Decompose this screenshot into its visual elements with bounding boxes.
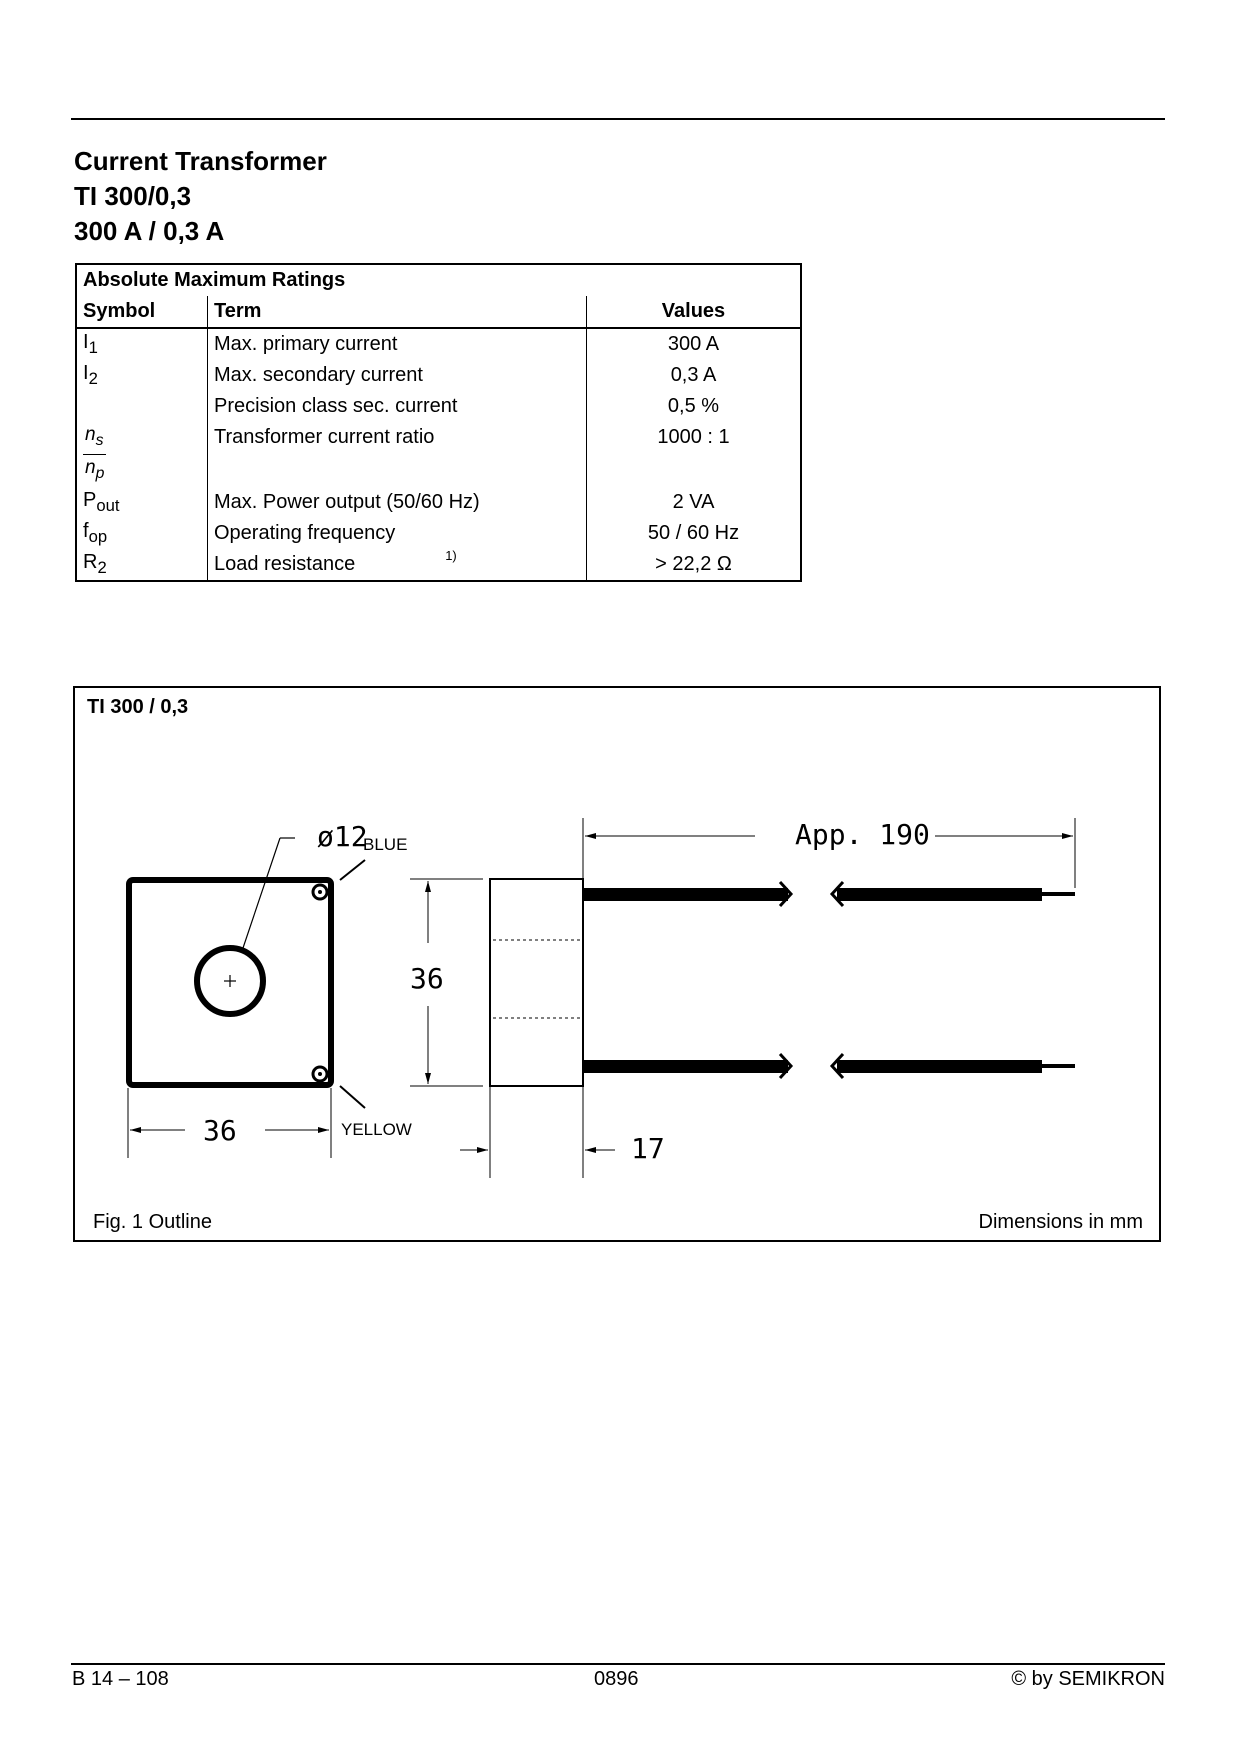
diameter-label: ø12 [317,820,368,853]
row-term: Load resistance $^{1)}$ [208,549,587,581]
row-symbol [76,391,208,422]
yellow-label: YELLOW [341,1120,412,1139]
row-term: Max. Power output (50/60 Hz) [208,487,587,518]
col-values: Values [587,296,802,328]
depth-label: 17 [631,1132,665,1165]
row-symbol: $I_1$ [76,328,208,360]
table-row [76,487,801,518]
col-symbol: Symbol [76,296,208,328]
figure-caption: Fig. 1 Outline [93,1211,212,1233]
top-rule [71,118,1165,120]
lead-lower-a [583,1060,788,1073]
table-row [76,518,801,549]
row-value: 1000 : 1 [657,426,730,448]
table-row [76,360,801,391]
title-line-model: TI 300/0,3 [74,181,192,211]
table-row [76,549,801,581]
row-symbol: $I_2$ [76,360,208,391]
row-value: 2 VA [672,490,715,513]
lead-lower-b [837,1060,1042,1073]
section-title: Absolute Maximum Ratings [83,269,346,291]
lead-upper-b [837,888,1042,901]
footer-date-code: 0896 [594,1668,639,1690]
row-term: Max. primary current [208,328,587,360]
row-value: 0,3 A [670,364,717,386]
figure-units-note: Dimensions in mm [978,1211,1143,1233]
row-term: Max. secondary current [208,360,587,391]
title-line-rating: 300 A / 0,3 A [74,216,225,246]
row-symbol-fraction: $\frac{n_s}{n_p}$ [76,422,208,487]
width-label: 36 [203,1114,237,1147]
title-line-product: Current Transformer [74,146,327,176]
outline-figure [73,686,1161,1242]
lead-length-label: App. 190 [795,818,930,851]
footer-page-number: B 14 – 108 [72,1668,169,1690]
row-term: Operating frequency [208,518,587,549]
col-term: Term [208,296,587,328]
document-title [74,144,327,249]
table-row [76,422,801,487]
table-section-header [76,264,801,296]
row-symbol: $P_{out}$ [76,487,208,518]
row-value: 0,5 % [667,395,720,417]
row-value: > 22,2 Ω [655,552,732,575]
side-view-body [490,879,583,1086]
ratings-table [75,263,802,582]
row-value: 50 / 60 Hz [647,521,740,544]
row-value: 300 A [667,333,720,355]
footnote-marker: 1) [445,547,457,563]
row-term: Precision class sec. current [208,391,587,422]
table-row [76,328,801,360]
row-symbol: $R_2$ [76,549,208,581]
height-label: 36 [410,962,444,995]
footer-rule [71,1663,1165,1665]
footer-copyright: © by SEMIKRON [1011,1668,1165,1690]
figure-title: TI 300 / 0,3 [87,696,189,718]
row-term: Transformer current ratio [208,422,587,487]
lead-upper-a [583,888,788,901]
table-row [76,391,801,422]
blue-label: BLUE [363,835,408,854]
outline-drawing [75,688,1159,1240]
table-column-header [76,296,801,328]
row-symbol: $f_{op}$ [76,518,208,549]
